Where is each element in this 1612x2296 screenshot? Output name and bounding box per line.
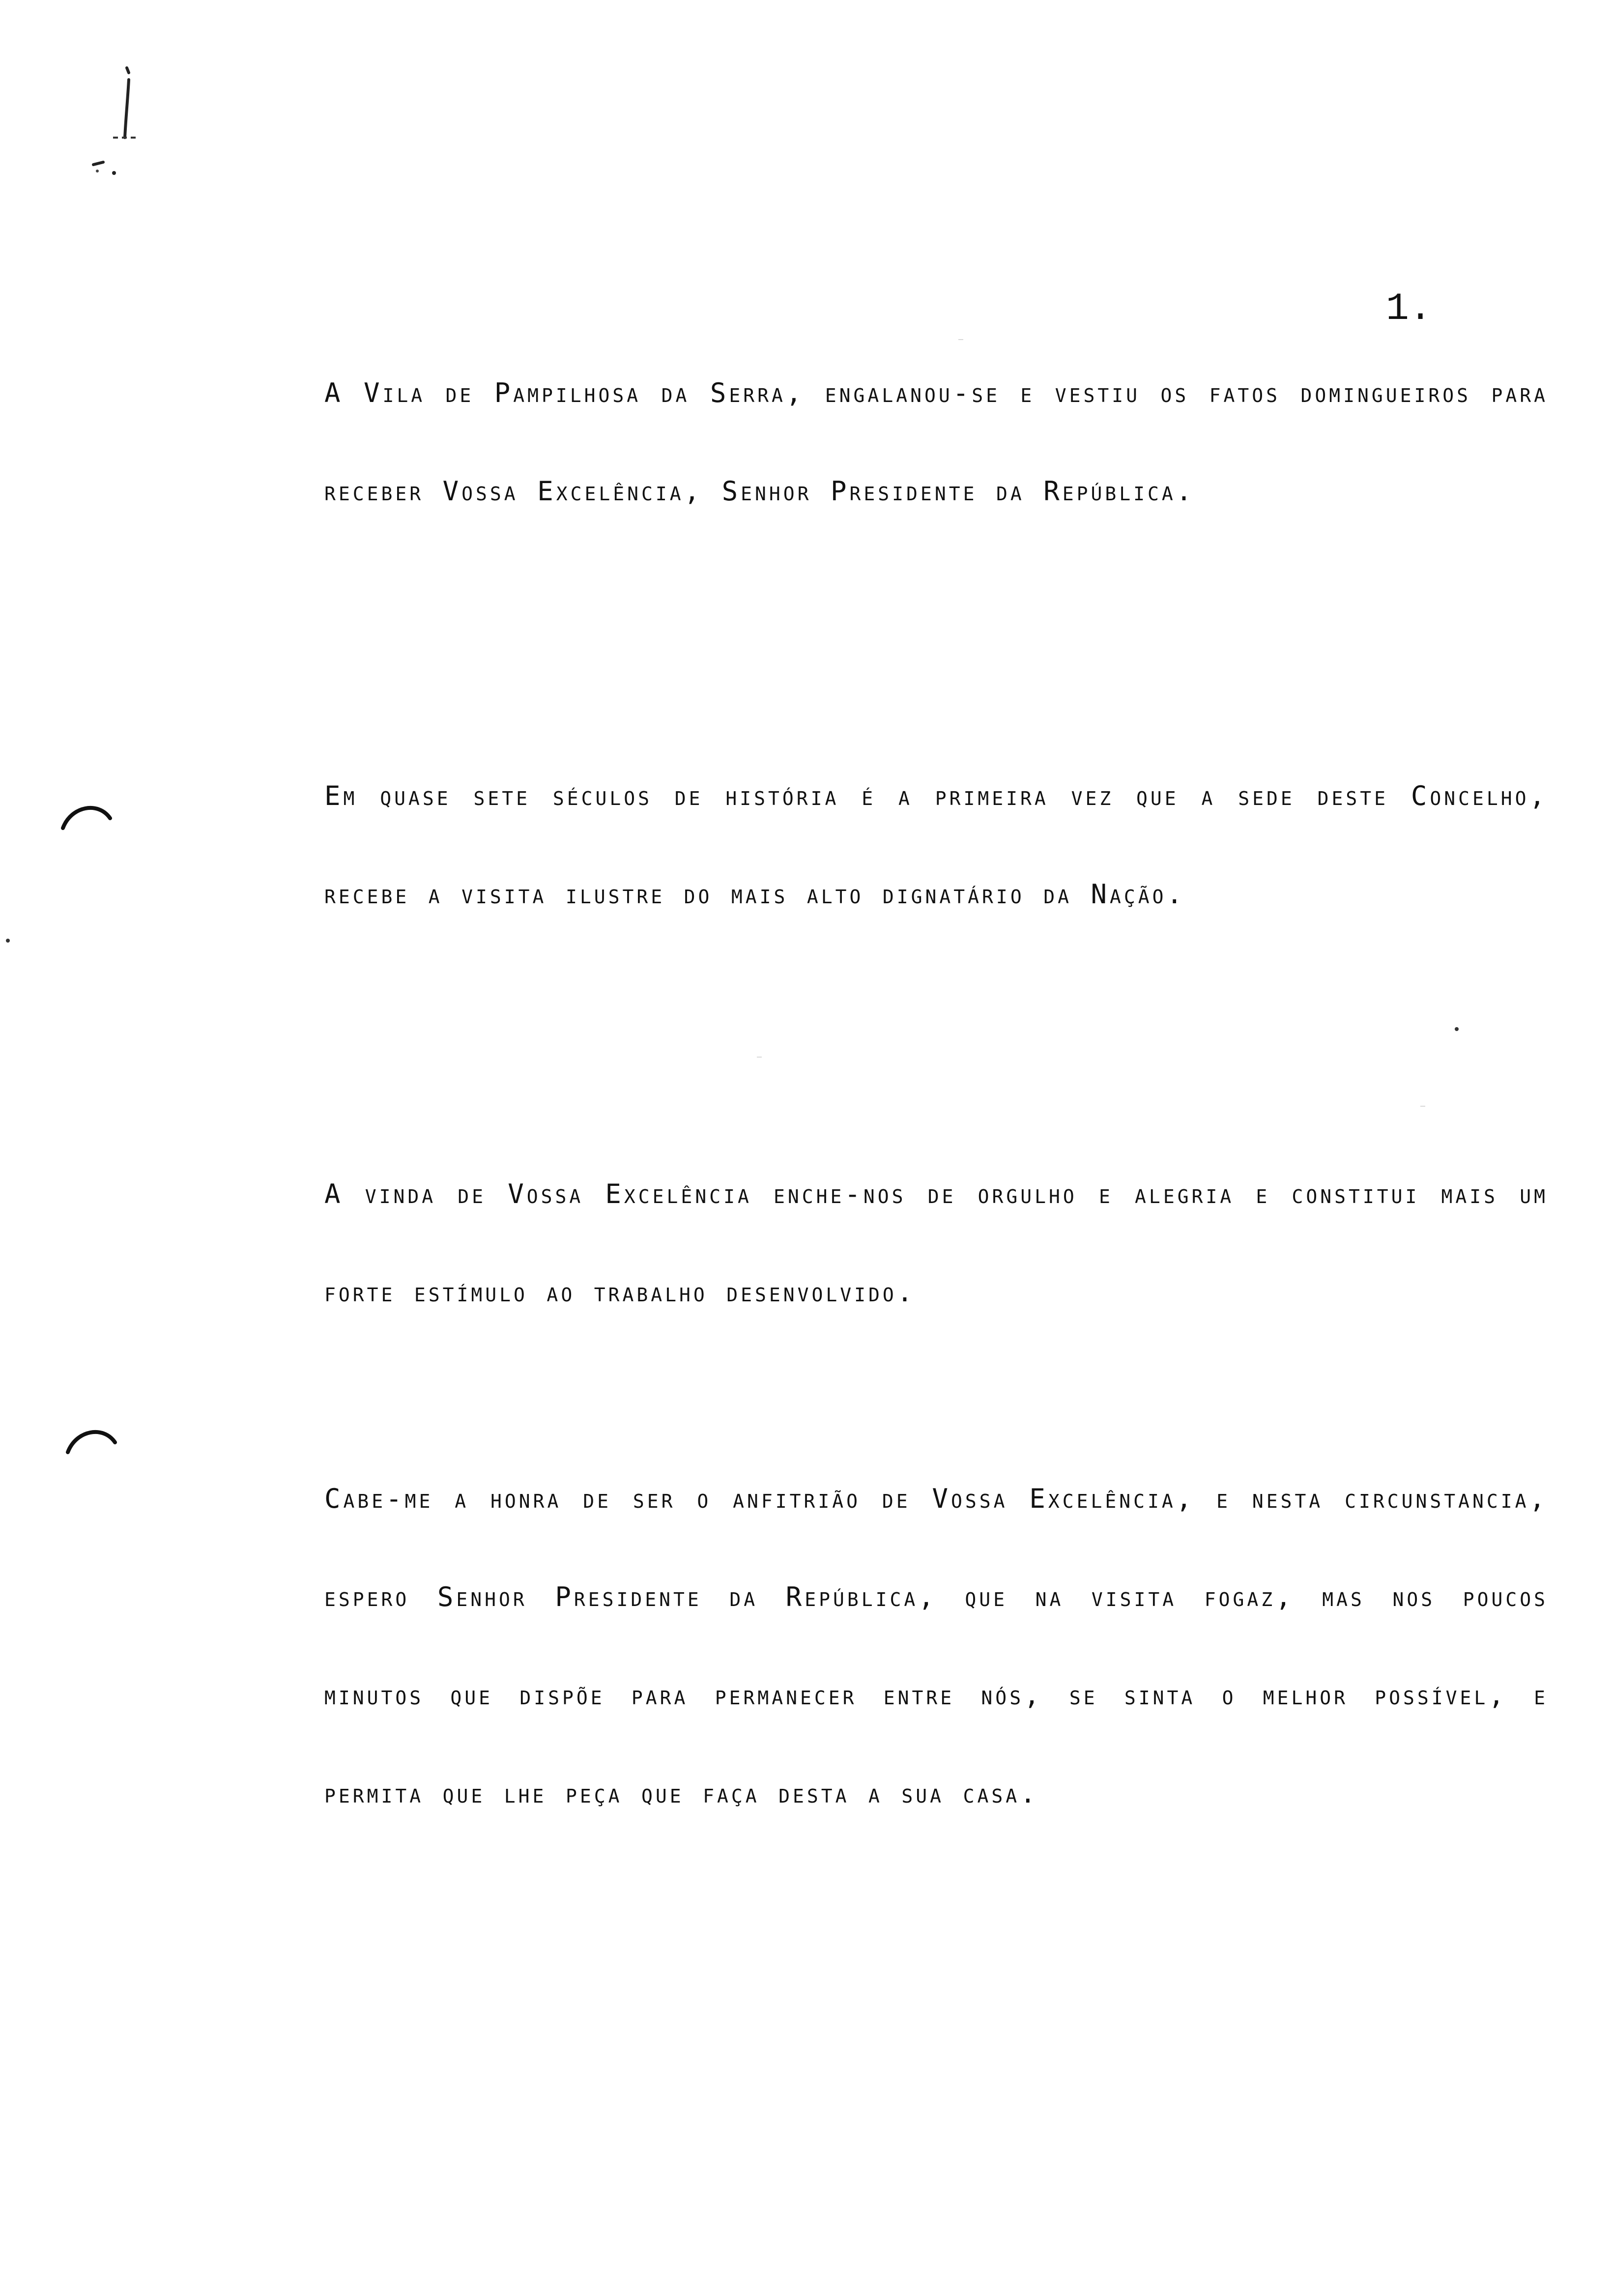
page-number: 1. (1386, 287, 1432, 331)
handwritten-mark-icon (84, 64, 138, 177)
paragraph-2: Em quase sete séculos de história é a primeira vez que a sede deste Concelho, recebe a visita ilustre do mais alto dignatário da Nação. (324, 780, 1548, 910)
scan-speck (958, 339, 963, 340)
ink-dot (6, 939, 10, 943)
paragraph-1: A Vila de Pampilhosa da Serra, engalanou-se e vestiu os fatos domingueiros para receber Vossa Excelência, Senhor Presidente da República. (324, 377, 1548, 507)
paragraph-3: A vinda de Vossa Excelência enche-nos de orgulho e alegria e constitui mais um forte estímulo ao trabalho desenvolvido. (324, 1178, 1548, 1308)
scan-speck (1420, 1106, 1425, 1107)
ink-dot (1455, 1027, 1459, 1031)
binder-arc-icon (64, 1425, 118, 1455)
paragraph-4: Cabe-me a honra de ser o anfitrião de Vossa Excelência, e nesta circunstancia, espero Senhor Presidente da República, que na visita fogaz, mas nos poucos minutos que dispõe para permanecer entre nós, se sinta o melhor possível, e permita que lhe peça que faça desta a sua casa. (324, 1483, 1548, 1809)
scan-speck (757, 1057, 762, 1058)
binder-arc-icon (59, 801, 113, 831)
